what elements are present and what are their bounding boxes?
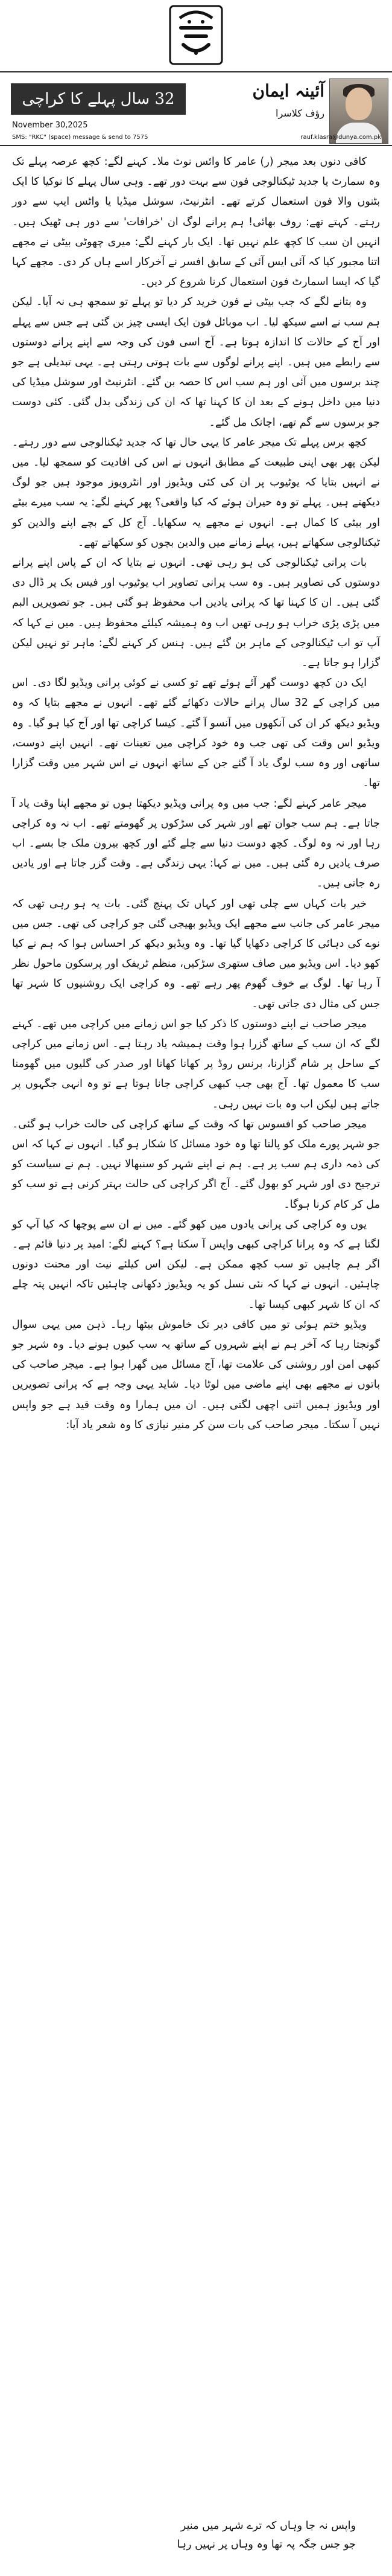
- publish-date: November 30,2025: [12, 121, 88, 130]
- headline: 32 سال پہلے کا کراچی: [11, 83, 186, 115]
- article-paragraph: کچھ برس پہلے تک میجر عامر کا یہی حال تھا کہ جدید ٹیکنالوجی سے دور رہتے۔ لیکن پھر بھی اپنی طبیعت کے مطابق انہوں نے اس کی افادیت کو سمجھ لیا۔ میں نے انہیں بتایا کہ یوٹیوب پر ان کی کئی ویڈیوز اور انٹرویوز موجود ہیں جو لوگ دیکھتے ہیں۔ پہلے تو وہ حیران ہوئے کہ کیا واقعی؟ پھر کہنے لگے: یہ سب میرے بیٹے اور بیٹی کا کمال ہے۔ انہوں نے مجھے یہ سکھایا۔ آج کل کے بچے اپنے والدین کو ٹیکنالوجی سکھاتے ہیں، پہلے زمانے میں والدین بچوں کو سکھاتے تھے۔: [12, 436, 380, 549]
- article-body: [12, 152, 380, 1435]
- couplet-line-2: جو جس جگہ پہ تھا وہ وہاں پر نہیں رہا: [177, 2539, 356, 2551]
- author-email[interactable]: rauf.klasra@dunya.com.pk: [300, 134, 381, 141]
- article-paragraph: یوں وہ کراچی کی پرانی یادوں میں کھو گئے۔ میں نے ان سے پوچھا کہ کیا آپ کو لگتا ہے کہ وہ پرانا کراچی کبھی واپس آ سکتا ہے؟ کہنے لگے: امید پر دنیا قائم ہے۔ اگر ہم چاہیں تو سب کچھ ممکن ہے۔ لیکن اس کیلئے نیت اور محنت دونوں چاہئیں۔ انہوں نے کہا کہ نئی نسل کو یہ ویڈیوز دکھانی چاہئیں تاکہ انہیں پتہ چلے کہ ان کا شہر کبھی کیسا تھا۔: [12, 1218, 380, 1311]
- article-paragraph: بات پرانی ٹیکنالوجی کی ہو رہی تھی۔ انہوں نے بتایا کہ ان کے پاس اپنے پرانے دوستوں کی تصاویر ہیں۔ وہ سب پرانی تصاویر اب یوٹیوب اور فیس بک پر ڈال دی گئی ہیں۔ ان کا کہنا تھا کہ پرانی یادیں اب محفوظ ہو گئی ہیں۔ جو تصویریں البم میں پڑی پڑی خراب ہو رہی تھیں اب وہ ہمیشہ کیلئے محفوظ ہیں۔ میں نے کہا کہ آپ تو اب ٹیکنالوجی کے ماہر بن گئے ہیں۔ ہنس کر کہنے لگے: ماہر تو نہیں لیکن گزارا ہو جاتا ہے۔: [12, 557, 380, 670]
- sms-instructions: SMS: "RKC" (space) message & send to 7575: [12, 134, 148, 141]
- article-paragraph: خیر بات کہاں سے چلی تھی اور کہاں تک پہنچ گئی۔ بات یہ ہو رہی تھی کہ میجر عامر کی جانب سے مجھے ایک ویڈیو بھیجی گئی جو کراچی کی تھی۔ جس میں نوے کی دہائی کا کراچی دکھایا گیا تھا۔ وہ ویڈیو دیکھ کر احساس ہوا کہ ہم نے کیا کھو دیا۔ اس ویڈیو میں صاف ستھری سڑکیں، منظم ٹریفک اور پرسکون ماحول نظر آ رہا تھا۔ لوگ بے خوف گھوم پھر رہے تھے۔ وہ کراچی ایک روشنیوں کا شہر تھا جس کی مثال دی جاتی تھی۔: [12, 897, 380, 1010]
- column-name: آئینہ ایمان: [252, 81, 324, 101]
- article-paragraph: میجر صاحب نے اپنے دوستوں کا ذکر کیا جو اس زمانے میں کراچی میں تھے۔ کہنے لگے کہ ان سب کے ساتھ گزرا ہوا وقت ہمیشہ یاد رہتا ہے۔ اس زمانے میں کراچی کے ساحل پر شام گزارنا، برنس روڈ پر کھانا کھانا اور صدر کی گلیوں میں گھومنا سب کا معمول تھا۔ آج بھی جب کبھی کراچی جانا ہوتا ہے تو وہ انہی جگہوں پر جاتے ہیں لیکن اب وہ بات نہیں رہی۔: [12, 1017, 380, 1110]
- couplet-line-1: واپس نہ جا وہاں کہ ترے شہر میں منیر: [180, 2520, 356, 2532]
- article-paragraph: ویڈیو ختم ہوئی تو میں کافی دیر تک خاموش بیٹھا رہا۔ ذہن میں یہی سوال گونجتا رہا کہ آخر ہم نے اپنے شہروں کے ساتھ یہ سب کیوں ہونے دیا۔ وہ شہر جو کبھی امن اور روشنی کی علامت تھا، آج مسائل میں گھرا ہوا ہے۔ میجر صاحب کی باتوں نے مجھے بھی اپنے ماضی میں لوٹا دیا۔ شاید یہی وجہ ہے کہ پرانی تصویریں اور ویڈیوز ہمیں اتنی اچھی لگتی ہیں۔ ان میں ہمارا وہ وقت قید ہے جو واپس نہیں آ سکتا۔ میجر صاحب کی بات سن کر منیر نیازی کا وہ شعر یاد آیا:: [12, 1318, 380, 1431]
- article-paragraph: میجر عامر کہنے لگے: جب میں وہ پرانی ویڈیو دیکھتا ہوں تو مجھے اپنا وقت یاد آ جاتا ہے۔ ہم سب جوان تھے اور شہر کی سڑکوں پر گھومتے تھے۔ اب نہ وہ کراچی رہا اور نہ وہ لوگ۔ کچھ دوست دنیا سے چلے گئے اور کچھ بیرون ملک جا بسے۔ اب صرف یادیں رہ گئی ہیں۔ میں نے کہا: یہی زندگی ہے۔ وقت گزر جاتا ہے اور یادیں رہ جاتی ہیں۔: [12, 797, 380, 890]
- author-name: رؤف کلاسرا: [276, 107, 324, 119]
- article-paragraph: ایک دن کچھ دوست گھر آئے ہوئے تھے تو کسی نے کوئی پرانی ویڈیو لگا دی۔ اس میں کراچی کے 32 سال پرانے حالات دکھائے گئے تھے۔ انہوں نے مجھے بتایا کہ وہ ویڈیو دیکھ کر ان کی آنکھوں میں آنسو آ گئے۔ کیسا کراچی تھا اور آج کیا ہو گیا۔ وہ ویڈیو اس وقت کی تھی جب وہ خود کراچی میں تعینات تھے۔ انہیں اپنے دوست، ساتھی اور وہ سب لوگ یاد آ گئے جن کے ساتھ انہوں نے اس شہر میں وقت گزارا تھا۔: [12, 677, 380, 790]
- article-paragraph: کافی دنوں بعد میجر (ر) عامر کا وائس نوٹ ملا۔ کہنے لگے: کچھ عرصہ پہلے تک وہ سمارٹ یا جدید ٹیکنالوجی فون سے بہت دور تھے۔ وہی سال پہلے کا نوکیا کا ایک بٹنوں والا فون استعمال کرتے تھے۔ انٹرنیٹ، سوشل میڈیا یا واٹس ایپ سے دور رہتے۔ کہتے تھے: روف بھائی! ہم پرانے لوگ ان 'خرافات' سے دور ہی ٹھیک ہیں۔ انہیں ان سب کا کچھ علم نہیں تھا۔ ایک بار کہنے لگے: میری چھوٹی بیٹی نے مجھے اتنا مجبور کیا کہ آئی ایس آئی کے سابق افسر نے آخرکار اسے ہاں کر دی۔ مجھے کہا گیا کہ ایسا اسمارٹ فون استعمال کرنا شروع کر دیں۔: [12, 156, 380, 289]
- contact-line: [12, 134, 381, 141]
- article-paragraph: میجر صاحب کو افسوس تھا کہ وقت کے ساتھ کراچی کی حالت خراب ہو گئی۔ جو شہر پورے ملک کو پالتا تھا وہ خود مسائل کا شکار ہو گیا۔ انہوں نے کہا کہ اس کی ذمہ داری ہم سب پر ہے۔ ہم نے اپنے شہر کو سنبھالا نہیں۔ ہم نے سیاست کو ترجیح دی اور شہر کو بھول گئے۔ آج اگر کراچی کی حالت بہتر کرنی ہے تو سب کو مل کر کام کرنا ہوگا۔: [12, 1118, 380, 1211]
- dunya-logo: [168, 4, 224, 66]
- closing-couplet: [12, 2517, 380, 2554]
- column-header: [0, 71, 392, 146]
- article-paragraph: وہ بتانے لگے کہ جب بیٹی نے فون خرید کر دیا تو پہلے تو سمجھ ہی نہ آیا۔ لیکن ہم سب نے اسے سیکھ لیا۔ اب موبائل فون ایک ایسی چیز بن گئی ہے جس سے پہلے اور آج کے حالات کا اندازہ ہوتا ہے۔ آج اسی فون کی وجہ سے اپنے پرانے دوستوں سے رابطے میں ہیں۔ اپنے پرانے لوگوں سے بات ہوتی رہتی ہے۔ یہی تبدیلی ہے جو چند برسوں میں آئی اور ہم سب اس کا حصہ بن گئے۔ انٹرنیٹ اور سوشل میڈیا کی دنیا میں داخل ہونے کے بعد ان کا کہنا تھا کہ ان کی زندگی بدل گئی۔ کئی دوست جو برسوں سے گم تھے، اچانک مل گئے۔: [12, 296, 380, 429]
